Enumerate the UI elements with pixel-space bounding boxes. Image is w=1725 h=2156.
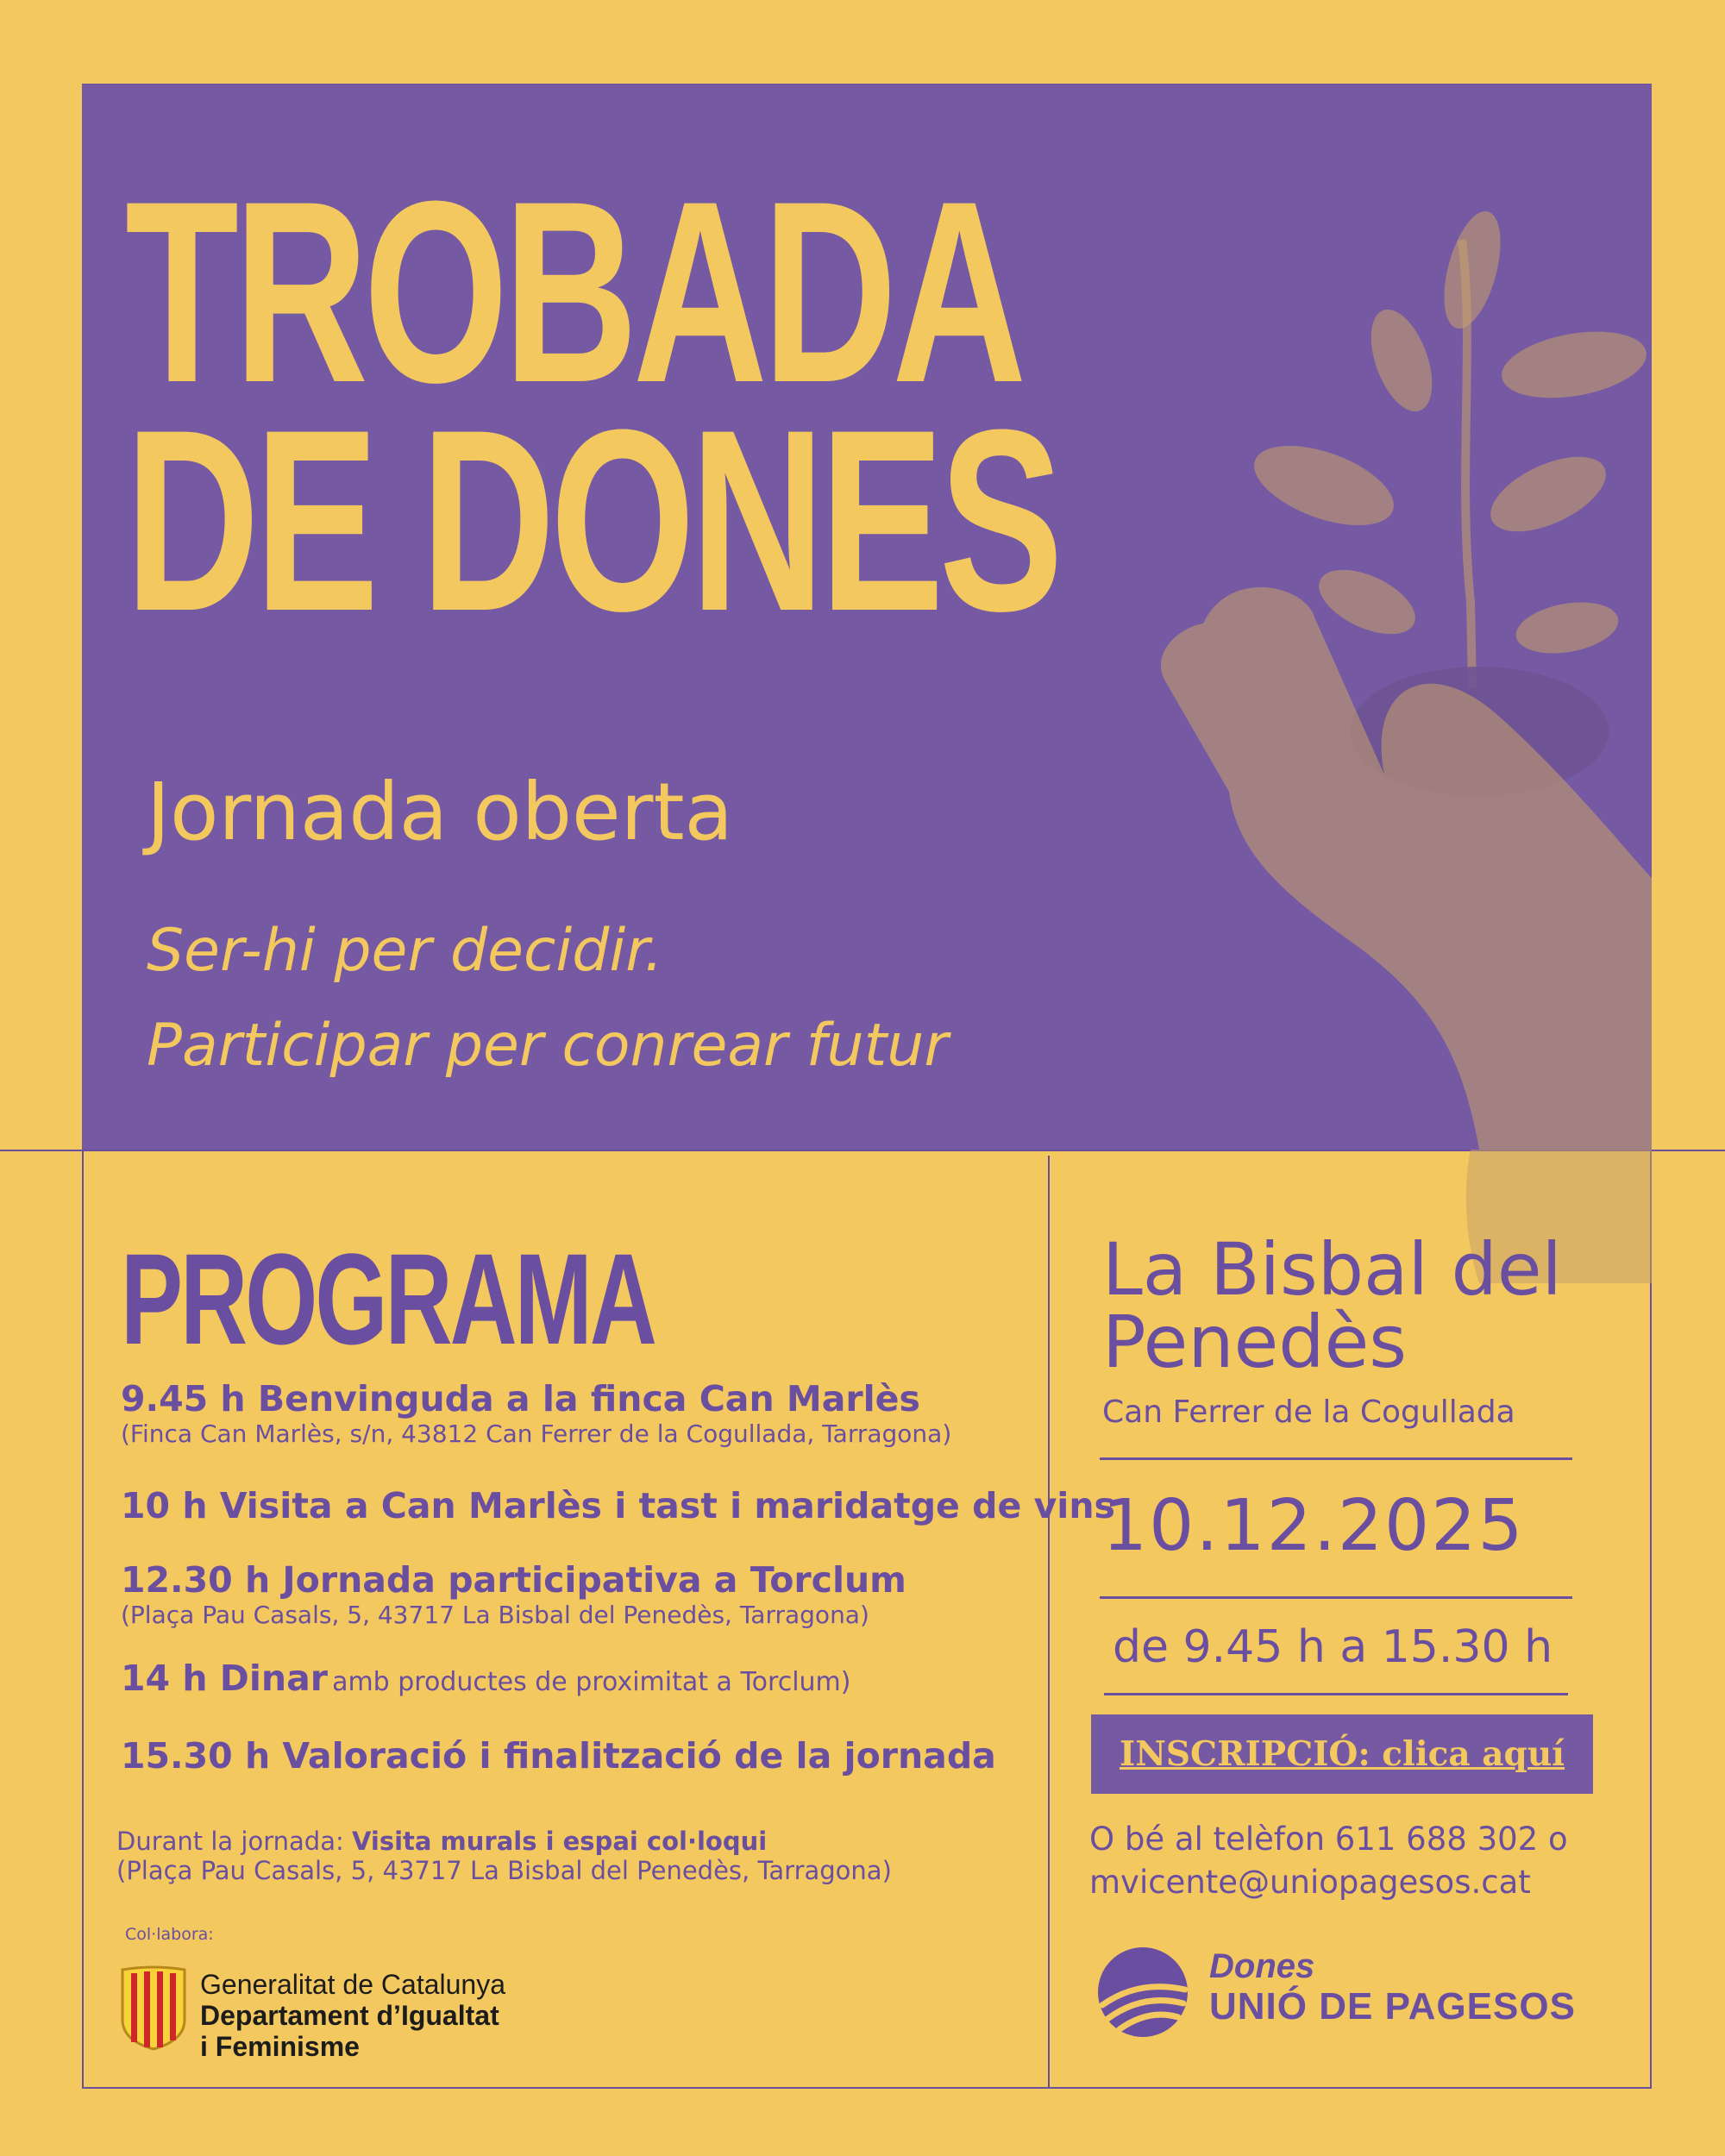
place-line-1: La Bisbal del — [1102, 1227, 1562, 1312]
contact-info — [1089, 1818, 1568, 1904]
hero-panel — [82, 85, 1652, 1150]
program-item-detail: (Finca Can Marlès, s/n, 43812 Can Ferrer de la Cogullada, Tarragona) — [121, 1420, 952, 1448]
program-item-title: 14 h Dinar — [121, 1658, 328, 1699]
event-time: de 9.45 h a 15.30 h — [1113, 1621, 1553, 1673]
tagline-line-2: Participar per conrear futur — [147, 1012, 949, 1080]
program-heading: PROGRAMA — [121, 1226, 655, 1371]
title-line-2: DE DONES — [125, 375, 1059, 665]
program-item-detail: (Plaça Pau Casals, 5, 43717 La Bisbal del Penedès, Tarragona) — [121, 1601, 869, 1629]
contact-phone: O bé al telèfon 611 688 302 o — [1089, 1821, 1568, 1858]
register-button[interactable]: INSCRIPCIÓ: clica aquí — [1091, 1714, 1593, 1794]
organizer-line-1: Dones — [1209, 1947, 1315, 1985]
program-item-title: 12.30 h Jornada participativa a Torclum — [121, 1559, 906, 1601]
subtitle: Jornada oberta — [147, 766, 733, 858]
divider-rule — [1100, 1596, 1572, 1599]
generalitat-line-3: i Feminisme — [200, 2031, 360, 2062]
program-item — [121, 1658, 850, 1699]
generalitat-line-2: Departament d’Igualtat — [200, 2000, 499, 2031]
program-item — [121, 1735, 996, 1777]
during-address: (Plaça Pau Casals, 5, 43717 La Bisbal del Penedès, Tarragona) — [116, 1856, 892, 1885]
during-label: Durant la jornada: — [116, 1827, 344, 1856]
contact-email-link[interactable]: mvicente@uniopagesos.cat — [1089, 1864, 1531, 1901]
title-line-1: TROBADA — [125, 147, 1022, 436]
organizer-name — [1209, 1947, 1576, 2028]
unio-pagesos-logo-icon — [1095, 1945, 1190, 2040]
program-item-title: 10 h Visita a Can Marlès i tast i maridatge de vins — [121, 1485, 1115, 1526]
column-divider — [1048, 1156, 1050, 2089]
program-item — [121, 1559, 906, 1629]
generalitat-shield-icon — [119, 1965, 188, 2051]
generalitat-text — [200, 1969, 505, 2062]
generalitat-line-1: Generalitat de Catalunya — [200, 1969, 505, 2000]
tagline-line-1: Ser-hi per decidir. — [147, 917, 663, 985]
program-item — [121, 1485, 1115, 1526]
event-place — [1102, 1227, 1620, 1384]
place-line-2: Penedès — [1102, 1300, 1408, 1384]
program-item — [121, 1378, 951, 1448]
event-place-sub: Can Ferrer de la Cogullada — [1102, 1395, 1515, 1430]
divider-rule — [1104, 1693, 1568, 1695]
program-item-detail: amb productes de proximitat a Torclum) — [332, 1667, 851, 1697]
during-info — [116, 1827, 892, 1885]
program-item-title: 15.30 h Valoració i finalització de la jornada — [121, 1735, 996, 1777]
collab-label: Col·labora: — [125, 1925, 214, 1944]
frame-bottom — [82, 2087, 1652, 2089]
event-date: 10.12.2025 — [1102, 1485, 1525, 1567]
divider-rule — [1100, 1457, 1572, 1460]
during-activity: Visita murals i espai col·loqui — [351, 1827, 768, 1856]
organizer-line-2: UNIÓ DE PAGESOS — [1209, 1985, 1576, 2028]
program-item-title: 9.45 h Benvinguda a la finca Can Marlès — [121, 1378, 920, 1420]
